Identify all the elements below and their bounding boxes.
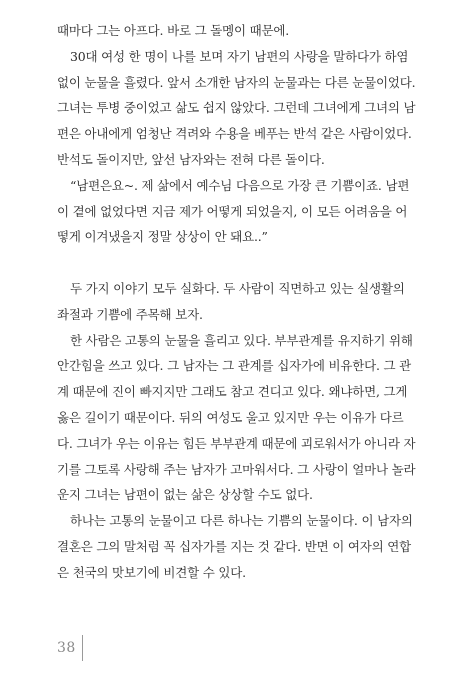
- text-line: 두 가지 이야기 모두 실화다. 두 사람이 직면하고 있는 실생활의: [70, 280, 405, 296]
- text-line: 계 때문에 진이 빠지지만 그래도 참고 견디고 있다. 왜냐하면, 그게: [57, 384, 408, 400]
- text-line: 그녀는 투병 중이었고 삶도 쉽지 않았다. 그런데 그녀에게 그녀의 남: [57, 100, 416, 116]
- text-line: 좌절과 기쁨에 주목해 보자.: [57, 306, 203, 322]
- text-line: 한 사람은 고통의 눈물을 흘리고 있다. 부부관계를 유지하기 위해: [70, 332, 413, 348]
- page-footer: [57, 634, 83, 662]
- page-number: 38: [57, 640, 76, 656]
- text-line: 하나는 고통의 눈물이고 다른 하나는 기쁨의 눈물이다. 이 남자의: [70, 513, 413, 529]
- text-line: 30대 여성 한 명이 나를 보며 자기 남편의 사랑을 말하다가 하염: [70, 48, 409, 64]
- quote-line: 이 곁에 없었다면 지금 제가 어떻게 되었을지, 이 모든 어려움을 어: [57, 203, 408, 219]
- text-line: 운지 그녀는 남편이 없는 삶은 상상할 수도 없다.: [57, 487, 313, 503]
- text-line: 반석도 돌이지만, 앞선 남자와는 전혀 다른 돌이다.: [57, 151, 325, 167]
- paragraph-gap: [57, 250, 419, 276]
- text-line: 다. 그녀가 우는 이유는 힘든 부부관계 때문에 괴로워서가 아니라 자: [57, 435, 416, 451]
- body-text: [57, 18, 419, 586]
- text-line: 옳은 길이기 때문이다. 뒤의 여성도 울고 있지만 우는 이유가 다르: [57, 409, 404, 425]
- text-line: 결혼은 그의 말처럼 꼭 십자가를 지는 것 같다. 반면 이 여자의 연합: [57, 538, 412, 554]
- quote-line: 떻게 이겨냈을지 정말 상상이 안 돼요..”: [57, 229, 268, 245]
- text-line: 기를 그토록 사랑해 주는 남자가 고마워서다. 그 사랑이 얼마나 놀라: [57, 461, 416, 477]
- text-line: 안간힘을 쓰고 있다. 그 남자는 그 관계를 십자가에 비유한다. 그 관: [57, 358, 412, 374]
- quote-line: “남편은요~. 제 삶에서 예수님 다음으로 가장 큰 기쁨이죠. 남편: [70, 177, 410, 193]
- text-line: 은 천국의 맛보기에 비견할 수 있다.: [57, 564, 246, 580]
- text-line: 없이 눈물을 흘렸다. 앞서 소개한 남자의 눈물과는 다른 눈물이었다.: [57, 74, 416, 90]
- footer-divider: [82, 635, 83, 661]
- text-line: 편은 아내에게 엄청난 격려와 수용을 베푸는 반석 같은 사람이었다.: [57, 126, 412, 142]
- text-line: 때마다 그는 아프다. 바로 그 돌멩이 때문에.: [57, 23, 290, 38]
